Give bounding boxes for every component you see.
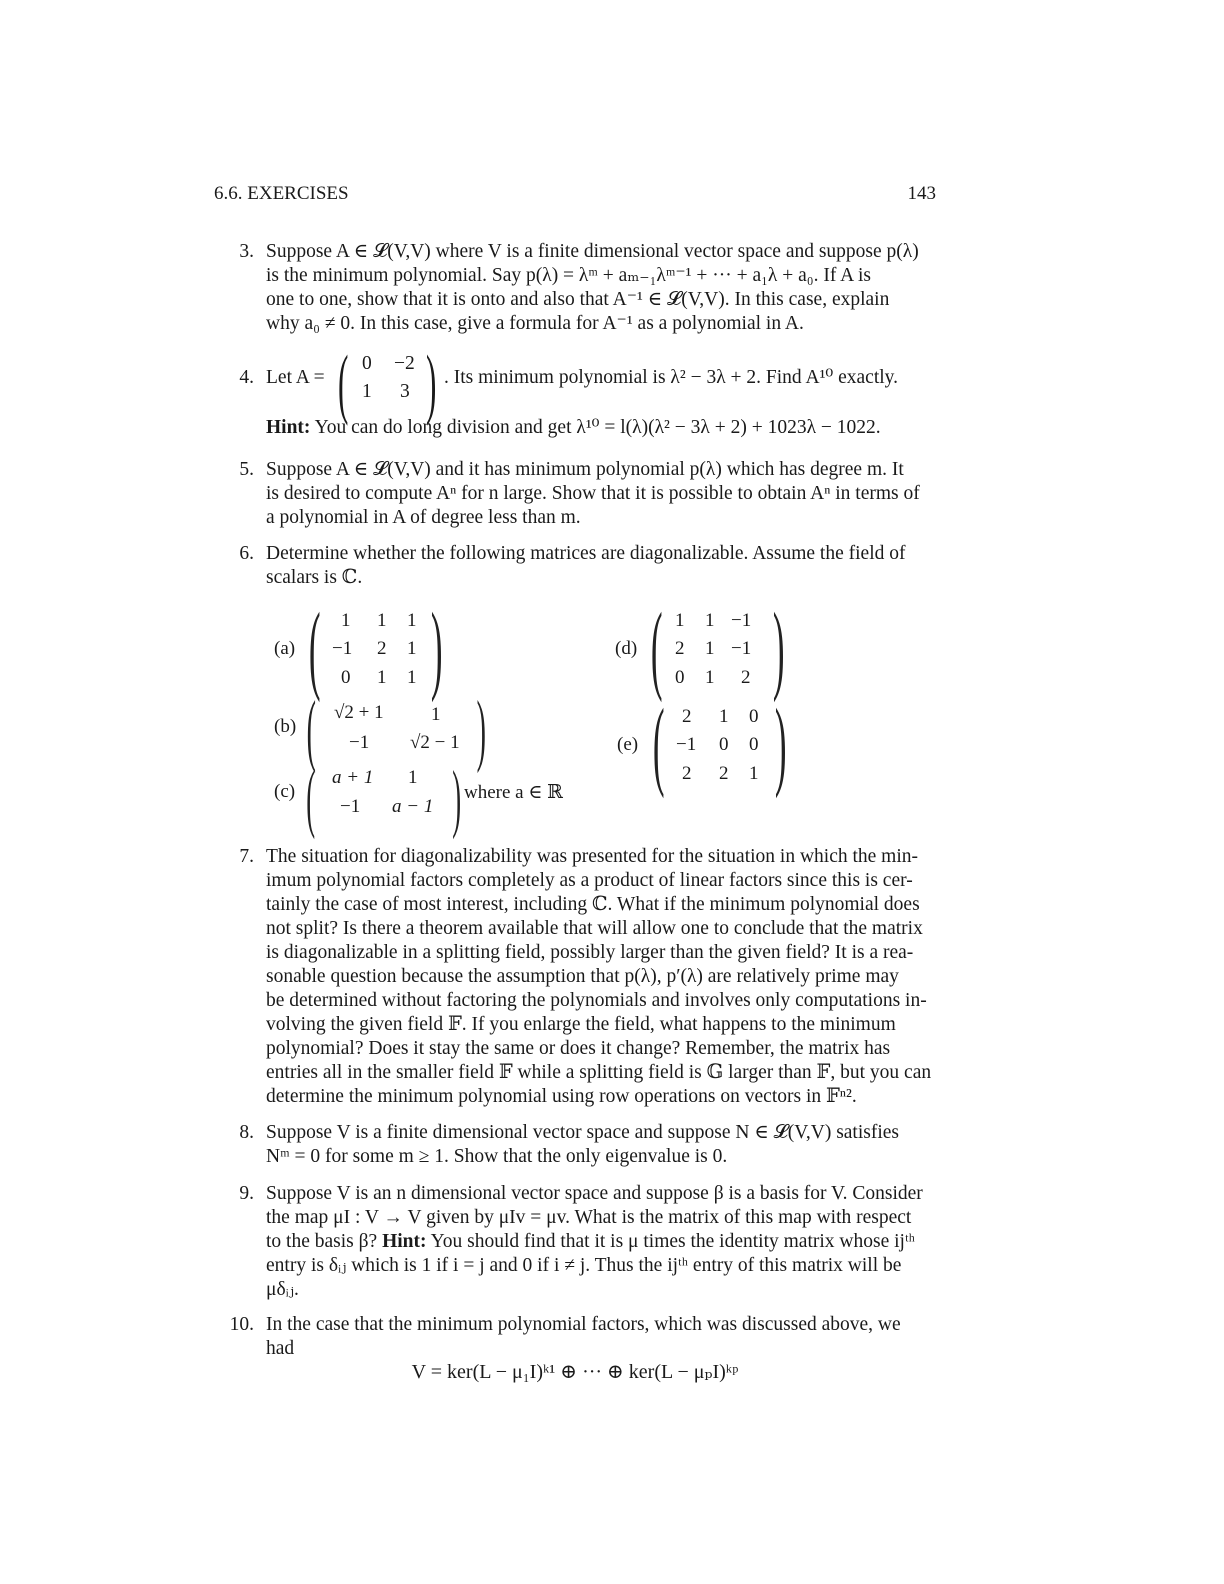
item-label: (e) bbox=[617, 734, 639, 755]
exercise-line: had bbox=[266, 1338, 295, 1359]
left-paren: ( bbox=[308, 592, 321, 703]
matrix-cell: 2 bbox=[682, 706, 692, 727]
exercise-4 bbox=[214, 339, 936, 440]
exercise-number: 7. bbox=[239, 846, 254, 867]
exercise-line: sonable question because the assumption that p(λ), p′(λ) are relatively prime may bbox=[266, 966, 899, 987]
exercise-line: not split? Is there a theorem available that will allow one to conclude that the matrix bbox=[266, 918, 923, 939]
matrix-cell: a + 1 bbox=[332, 767, 374, 788]
exercise-line: imum polynomial factors completely as a product of linear factors since this is cer- bbox=[266, 870, 913, 891]
matrix-cell: −2 bbox=[394, 353, 415, 374]
matrix-cell: 1 bbox=[362, 381, 372, 402]
exercise-9 bbox=[214, 1182, 936, 1302]
line-fragment: You should find that it is μ times the identity matrix whose ijᵗʰ bbox=[430, 1231, 915, 1252]
matrix-cell: −1 bbox=[676, 734, 697, 755]
matrix-cell: a − 1 bbox=[392, 796, 434, 817]
exercise-line: Suppose A ∈ 𝓛(V,V) where V is a finite dimensional vector space and suppose p(λ) bbox=[266, 241, 919, 262]
matrix-cell: −1 bbox=[332, 638, 353, 659]
exercise-line: one to one, show that it is onto and also that A⁻¹ ∈ 𝓛(V,V). In this case, explain bbox=[266, 289, 890, 310]
matrix-cell: 1 bbox=[407, 610, 417, 631]
exercise-8 bbox=[214, 1121, 936, 1169]
exercise-line: is desired to compute Aⁿ for n large. Show that it is possible to obtain Aⁿ in terms of bbox=[266, 483, 920, 504]
matrix-cell: 3 bbox=[400, 381, 410, 402]
exercise-line: Determine whether the following matrices are diagonalizable. Assume the field of bbox=[266, 543, 906, 564]
exercise-line: be determined without factoring the polynomials and involves only computations in- bbox=[266, 990, 927, 1011]
line-fragment: to the basis β? bbox=[266, 1231, 378, 1252]
matrix-cell: 0 bbox=[719, 734, 729, 755]
matrix-cell: 1 bbox=[377, 610, 387, 631]
matrix-cell: 2 bbox=[675, 638, 685, 659]
hint-label: Hint: bbox=[382, 1231, 427, 1252]
matrix-cell: 2 bbox=[682, 763, 692, 784]
matrix-cell: 0 bbox=[675, 667, 685, 688]
left-paren: ( bbox=[650, 592, 663, 703]
matrix-cell: 1 bbox=[705, 610, 715, 631]
right-paren: ) bbox=[774, 688, 787, 799]
exercise-number: 6. bbox=[239, 543, 254, 564]
right-paren: ) bbox=[452, 756, 462, 840]
exercise-line: tainly the case of most interest, including ℂ. What if the minimum polynomial does bbox=[266, 894, 920, 915]
exercise-5 bbox=[214, 458, 936, 530]
matrix-cell: 2 bbox=[741, 667, 751, 688]
item-label: (a) bbox=[274, 638, 296, 659]
running-header bbox=[214, 183, 936, 211]
section-title: 6.6. EXERCISES bbox=[214, 183, 349, 204]
formula: V = ker(L − μ₁I)ᵏ¹ ⊕ ··· ⊕ ker(L − μₚI)ᵏᵖ bbox=[411, 1361, 739, 1383]
exercise-line: a polynomial in A of degree less than m. bbox=[266, 507, 581, 528]
item-label: (b) bbox=[274, 716, 297, 737]
page-number: 143 bbox=[907, 183, 936, 204]
exercise-number: 5. bbox=[239, 459, 254, 480]
matrix-tail: . Its minimum polynomial is λ² − 3λ + 2. Find A¹⁰ exactly. bbox=[444, 367, 899, 388]
exercise-line: polynomial? Does it stay the same or does it change? Remember, the matrix has bbox=[266, 1038, 891, 1059]
exercise-number: 4. bbox=[239, 367, 254, 388]
matrix-lead: Let A = bbox=[266, 367, 325, 388]
item-label: (d) bbox=[615, 638, 638, 659]
exercise-line bbox=[266, 1230, 936, 1254]
left-paren: ( bbox=[306, 686, 316, 774]
matrix-cell: 1 bbox=[431, 704, 441, 725]
exercise-line: Suppose V is a finite dimensional vector space and suppose N ∈ 𝓛(V,V) satisfies bbox=[266, 1122, 900, 1143]
exercise-10 bbox=[214, 1313, 936, 1361]
exercise-line: The situation for diagonalizability was presented for the situation in which the min- bbox=[266, 846, 919, 867]
matrix-cell: 1 bbox=[719, 706, 729, 727]
right-paren: ) bbox=[476, 686, 486, 774]
exercise-number: 9. bbox=[239, 1183, 254, 1204]
hint-label: Hint: bbox=[266, 417, 311, 438]
matrix-cell: −1 bbox=[731, 610, 752, 631]
exercise-number: 3. bbox=[239, 241, 254, 262]
left-paren: ( bbox=[338, 339, 349, 426]
exercise-number: 8. bbox=[239, 1122, 254, 1143]
display-formula bbox=[214, 1360, 936, 1385]
matrix-cell: 1 bbox=[705, 667, 715, 688]
matrix-cell: 1 bbox=[407, 667, 417, 688]
exercise-line: scalars is ℂ. bbox=[266, 567, 363, 588]
exercise-line: Suppose A ∈ 𝓛(V,V) and it has minimum polynomial p(λ) which has degree m. It bbox=[266, 459, 904, 480]
exercise-line: determine the minimum polynomial using row operations on vectors in 𝔽ⁿ². bbox=[266, 1086, 857, 1107]
matrix-cell: −1 bbox=[731, 638, 752, 659]
exercise-6 bbox=[214, 542, 936, 590]
exercise-line: In the case that the minimum polynomial factors, which was discussed above, we bbox=[266, 1314, 901, 1335]
matrix-cell: 0 bbox=[362, 353, 372, 374]
matrix-cell: 2 bbox=[719, 763, 729, 784]
matrix-cell: 0 bbox=[749, 734, 759, 755]
matrix-cell: −1 bbox=[349, 732, 370, 753]
hint-text: You can do long division and get λ¹⁰ = l(λ)(λ² − 3λ + 2) + 1023λ − 1022. bbox=[314, 417, 881, 438]
exercise-line: Nᵐ = 0 for some m ≥ 1. Show that the only eigenvalue is 0. bbox=[266, 1146, 728, 1167]
matrix-cell: √2 + 1 bbox=[334, 702, 384, 723]
exercise-line: is the minimum polynomial. Say p(λ) = λᵐ + aₘ₋₁λᵐ⁻¹ + ··· + a₁λ + a₀. If A is bbox=[266, 265, 872, 286]
exercise-3 bbox=[214, 240, 936, 336]
right-paren: ) bbox=[426, 339, 437, 426]
matrix-cell: 0 bbox=[341, 667, 351, 688]
left-paren: ( bbox=[306, 756, 316, 840]
matrix-cell: 1 bbox=[705, 638, 715, 659]
exercise-number: 10. bbox=[229, 1314, 254, 1335]
exercise-7 bbox=[214, 845, 936, 1109]
matrix-note: where a ∈ ℝ bbox=[464, 782, 563, 803]
matrix-cell: √2 − 1 bbox=[410, 732, 460, 753]
matrix-cell: 1 bbox=[408, 767, 418, 788]
exercise-line: entries all in the smaller field 𝔽 while a splitting field is 𝔾 larger than 𝔽, but you can bbox=[266, 1062, 932, 1083]
matrix-cell: 1 bbox=[377, 667, 387, 688]
matrix-cell: 1 bbox=[675, 610, 685, 631]
matrix-cell: 0 bbox=[749, 706, 759, 727]
exercise-line: the map μI : V → V given by μIv = μv. What is the matrix of this map with respect bbox=[266, 1207, 912, 1228]
matrix-cell: 1 bbox=[749, 763, 759, 784]
exercise-line: is diagonalizable in a splitting field, possibly larger than the given field? It is a rea- bbox=[266, 942, 914, 963]
matrix-cell: −1 bbox=[340, 796, 361, 817]
right-paren: ) bbox=[430, 592, 443, 703]
exercise-line: volving the given field 𝔽. If you enlarge the field, what happens to the minimum bbox=[266, 1014, 896, 1035]
matrix-cell: 2 bbox=[377, 638, 387, 659]
exercise-line: entry is δᵢⱼ which is 1 if i = j and 0 if i ≠ j. Thus the ijᵗʰ entry of this matrix will be bbox=[266, 1255, 902, 1276]
item-label: (c) bbox=[274, 781, 296, 802]
exercise-line: Suppose V is an n dimensional vector space and suppose β is a basis for V. Consider bbox=[266, 1183, 923, 1204]
matrix-cell: 1 bbox=[341, 610, 351, 631]
exercise-line: μδᵢⱼ. bbox=[266, 1279, 299, 1300]
matrix-cell: 1 bbox=[407, 638, 417, 659]
exercise-line: why a₀ ≠ 0. In this case, give a formula for A⁻¹ as a polynomial in A. bbox=[266, 313, 804, 334]
right-paren: ) bbox=[772, 592, 785, 703]
left-paren: ( bbox=[652, 688, 665, 799]
